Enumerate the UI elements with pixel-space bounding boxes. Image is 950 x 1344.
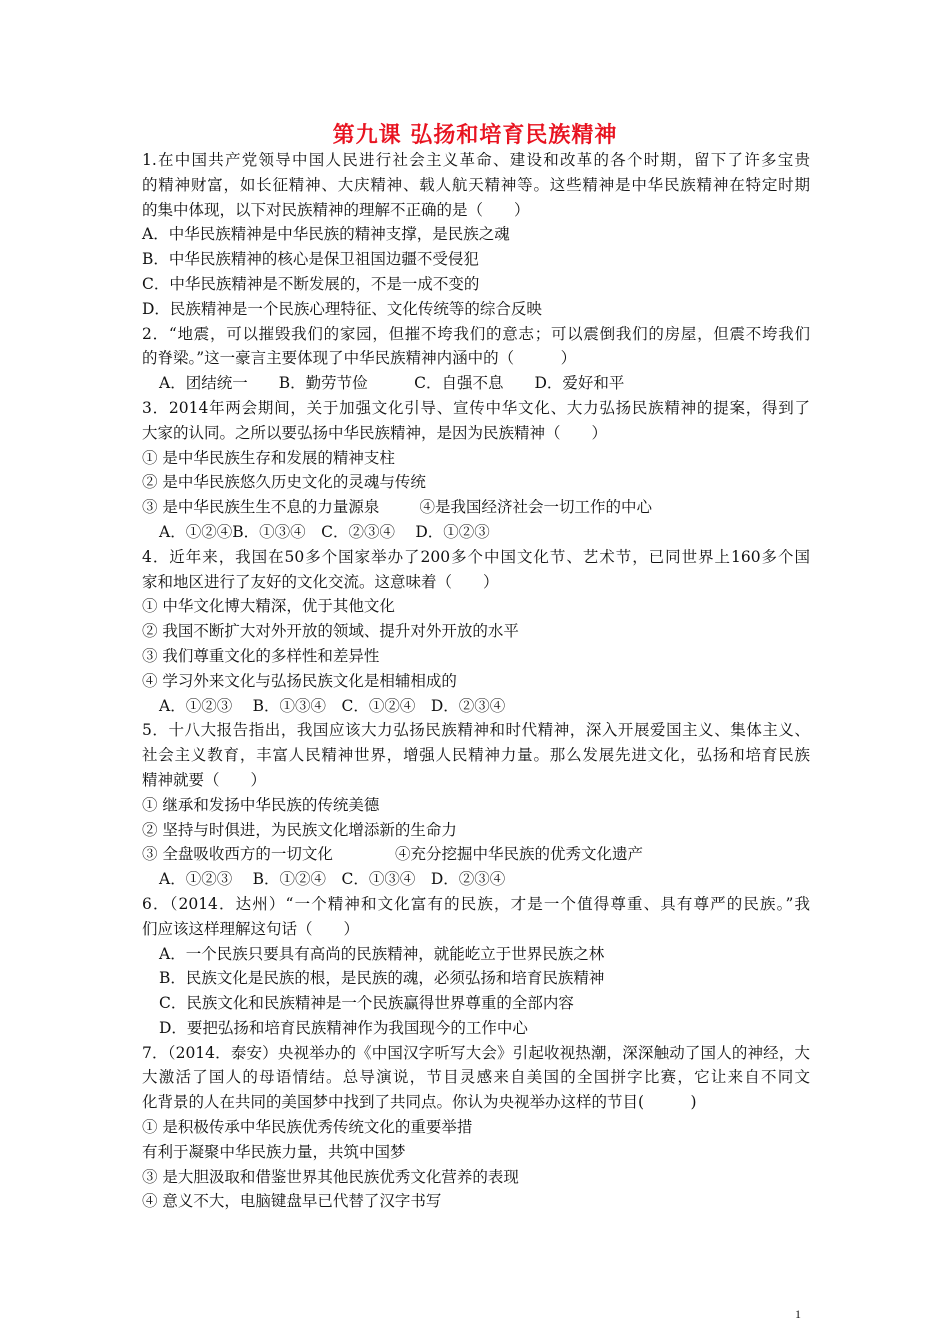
question-5-statement-2: ② 坚持与时俱进，为民族文化增添新的生命力 — [142, 820, 457, 839]
question-1-line-2: 的精神财富，如长征精神、大庆精神、载人航天精神等。这些精神是中华民族精神在特定时期 — [142, 175, 810, 194]
question-3-statement-1: ① 是中华民族生存和发展的精神支柱 — [142, 448, 395, 467]
question-3-line-2: 大家的认同。之所以要弘扬中华民族精神，是因为民族精神（ ） — [142, 423, 608, 442]
question-6-option-b: B．民族文化是民族的根，是民族的魂，必须弘扬和培育民族精神 — [159, 969, 605, 988]
question-4-statement-3: ③ 我们尊重文化的多样性和差异性 — [142, 646, 380, 665]
question-6-line-2: 们应该这样理解这句话（ ） — [142, 919, 360, 938]
question-3-line-1: 3．2014年两会期间，关于加强文化引导、宣传中华文化、大力弘扬民族精神的提案，得到了 — [142, 398, 810, 417]
question-5-line-3: 精神就要（ ） — [142, 770, 267, 789]
question-4-line-2: 家和地区进行了友好的文化交流。这意味着（ ） — [142, 572, 499, 591]
question-5-line-2: 社会主义教育，丰富人民精神世界，增强人民精神力量。那么发展先进文化，弘扬和培育民族 — [142, 746, 810, 765]
question-5-statement-4: ④充分挖掘中华民族的优秀文化遗产 — [394, 845, 643, 864]
question-4-statement-4: ④ 学习外来文化与弘扬民族文化是相辅相成的 — [142, 671, 457, 690]
question-2-line-1: 2．“地震，可以摧毁我们的家园，但摧不垮我们的意志；可以震倒我们的房屋，但震不垮我们 — [142, 324, 810, 343]
question-7-statement-4: ④ 意义不大，电脑键盘早已代替了汉字书写 — [142, 1192, 442, 1211]
page-number: 1 — [795, 1307, 801, 1321]
question-7-statement-1: ① 是积极传承中华民族优秀传统文化的重要举措 — [142, 1118, 473, 1137]
question-2-options: A．团结统一 B．勤劳节俭 C．自强不息 D．爱好和平 — [159, 374, 625, 393]
question-4-options: A．①②③ B．①③④ C．①②④ D．②③④ — [159, 696, 506, 715]
question-7-line-1: 7．（2014．泰安）央视举办的《中国汉字听写大会》引起收视热潮，深深触动了国人的神经，大 — [142, 1043, 810, 1062]
question-6-line-1: 6．（2014．达州）“一个精神和文化富有的民族，才是一个值得尊重、具有尊严的民族。”我 — [142, 894, 810, 913]
question-7-statement-3: ③ 是大胆汲取和借鉴世界其他民族优秀文化营养的表现 — [142, 1167, 519, 1186]
question-3-options: A．①②④B．①③④ C．②③④ D．①②③ — [159, 522, 490, 541]
question-1-option-b: B．中华民族精神的核心是保卫祖国边疆不受侵犯 — [142, 250, 479, 269]
question-6-option-d: D．要把弘扬和培育民族精神作为我国现今的工作中心 — [159, 1018, 528, 1037]
question-3-statement-2: ② 是中华民族悠久历史文化的灵魂与传统 — [142, 473, 426, 492]
question-7-line-3: 化背景的人在共同的美国梦中找到了共同点。你认为央视举办这样的节目( ) — [142, 1093, 697, 1112]
question-7-line-2: 大激活了国人的母语情结。总导演说，节目灵感来自美国的全国拼字比赛，它让来自不同文 — [142, 1068, 810, 1087]
question-body — [142, 148, 810, 1214]
question-5-statement-3: ③ 全盘吸收西方的一切文化 — [142, 845, 333, 864]
question-3-statements-3-4 — [142, 495, 810, 520]
question-3-statement-3: ③ 是中华民族生生不息的力量源泉 — [142, 498, 380, 517]
question-5-statement-1: ① 继承和发扬中华民族的传统美德 — [142, 795, 380, 814]
question-4-statement-1: ① 中华文化博大精深，优于其他文化 — [142, 597, 395, 616]
question-1-line-3: 的集中体现，以下对民族精神的理解不正确的是（ ） — [142, 200, 530, 219]
question-6-option-c: C．民族文化和民族精神是一个民族赢得世界尊重的全部内容 — [159, 994, 574, 1013]
question-4-statement-2: ② 我国不断扩大对外开放的领域、提升对外开放的水平 — [142, 622, 519, 641]
question-1-line-1: 1.在中国共产党领导中国人民进行社会主义革命、建设和改革的各个时期，留下了许多宝贵 — [142, 151, 810, 169]
question-7-statement-2: 有利于凝聚中华民族力量，共筑中国梦 — [142, 1142, 406, 1161]
question-1-option-d: D．民族精神是一个民族心理特征、文化传统等的综合反映 — [142, 299, 542, 318]
question-4-line-1: 4．近年来，我国在50多个国家举办了200多个中国文化节、艺术节，已同世界上160多个国 — [142, 547, 810, 566]
question-2-line-2: 的脊梁。”这一豪言主要体现了中华民族精神内涵中的（ ） — [142, 349, 577, 368]
lesson-title: 第九课 弘扬和培育民族精神 — [332, 122, 618, 148]
question-5-statements-3-4 — [142, 842, 810, 867]
question-5-line-1: 5．十八大报告指出，我国应该大力弘扬民族精神和时代精神，深入开展爱国主义、集体主义、 — [142, 721, 810, 740]
question-5-options: A．①②③ B．①②④ C．①③④ D．②③④ — [159, 870, 506, 889]
question-6-option-a: A．一个民族只要具有高尚的民族精神，就能屹立于世界民族之林 — [159, 944, 605, 963]
question-1-option-c: C．中华民族精神是不断发展的，不是一成不变的 — [142, 274, 480, 293]
question-3-statement-4: ④是我国经济社会一切工作的中心 — [419, 498, 652, 517]
question-1-option-a: A．中华民族精神是中华民族的精神支撑，是民族之魂 — [142, 225, 510, 244]
